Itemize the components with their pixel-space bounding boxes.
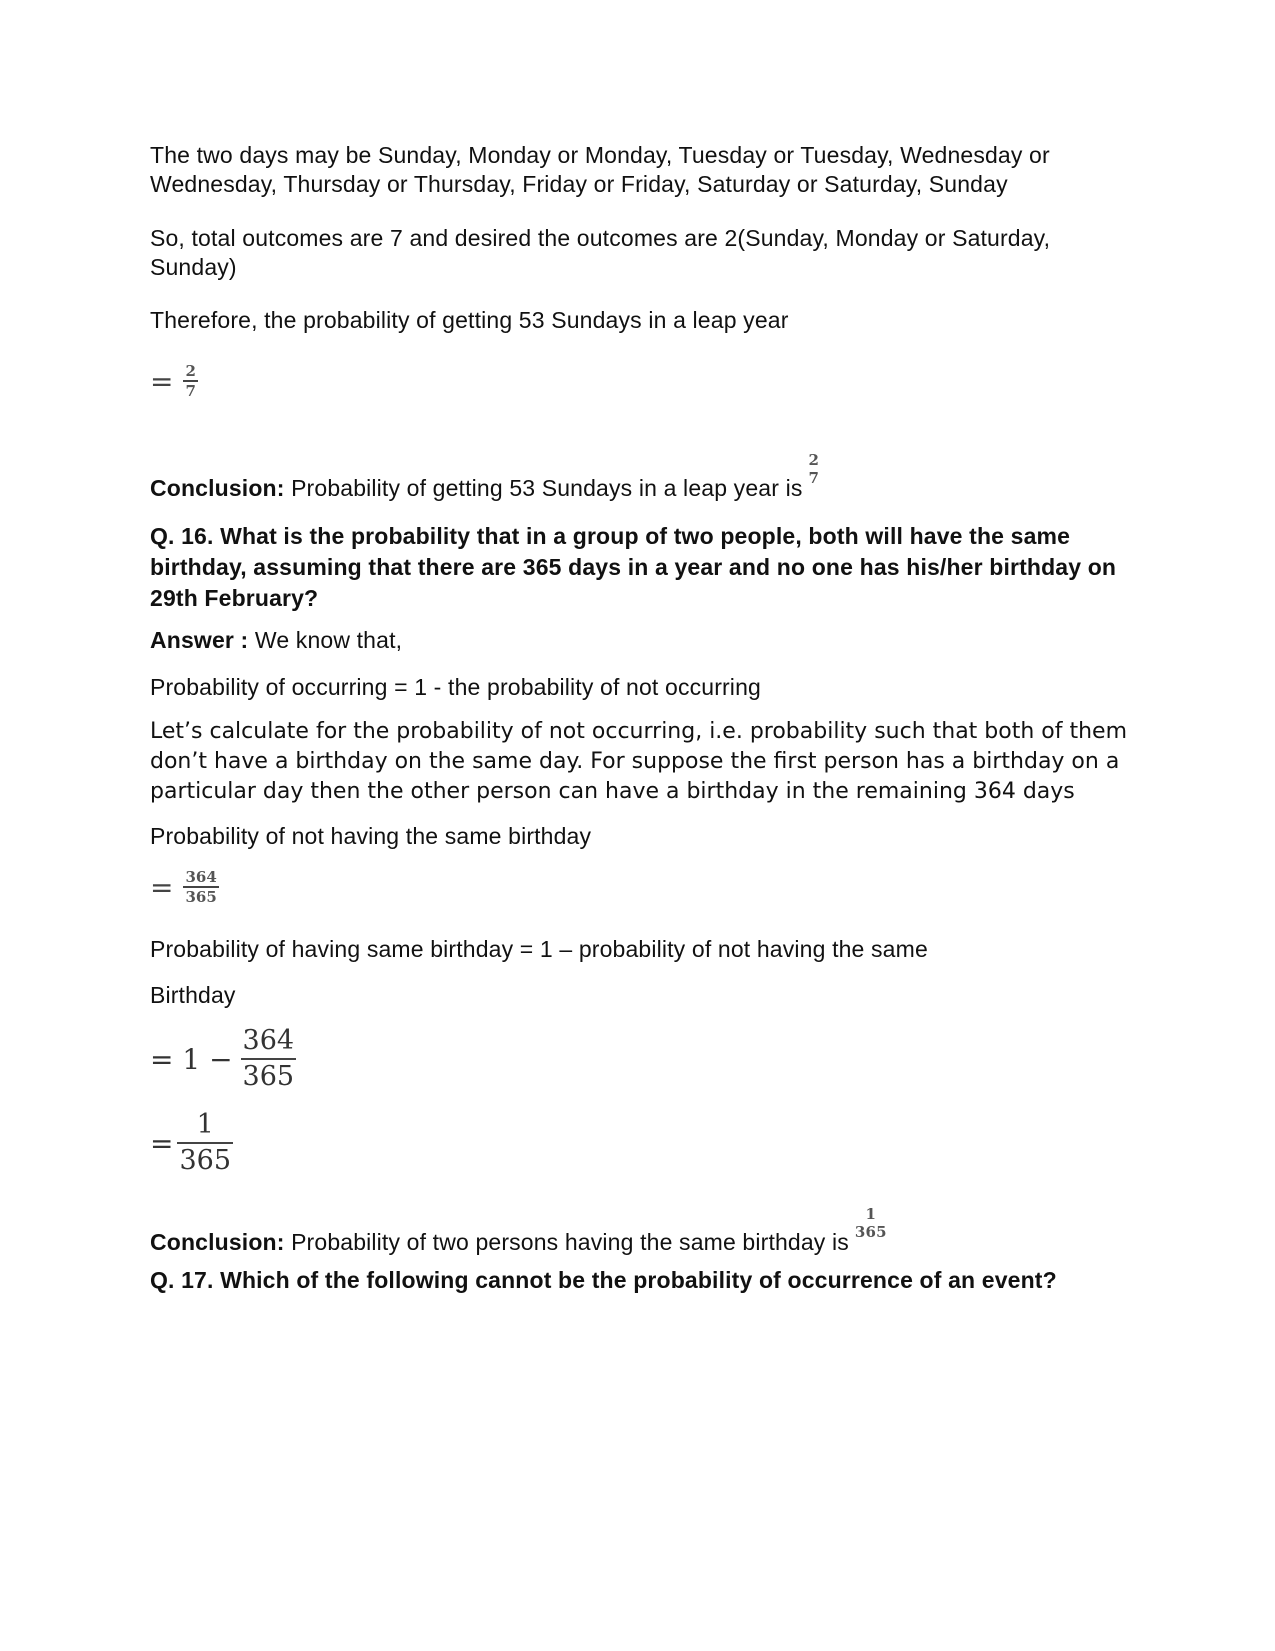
conclusion-label: Conclusion: <box>150 1229 285 1255</box>
equals-sign: = <box>150 870 174 904</box>
conclusion-birthday <box>150 1205 1130 1257</box>
fraction-numerator: 1 <box>865 1205 877 1223</box>
equation-one-minus <box>150 1024 296 1094</box>
fraction-numerator: 2 <box>185 362 196 380</box>
fraction <box>183 362 197 400</box>
question-17: Q. 17. Which of the following cannot be the probability of occurrence of an event? <box>150 1267 1057 1293</box>
answer-line <box>150 626 1130 655</box>
equals-sign: = <box>150 364 174 398</box>
fraction-numerator: 1 <box>196 1109 214 1140</box>
conclusion-sundays <box>150 451 1130 503</box>
equation-364-365 <box>150 868 219 906</box>
paragraph-therefore: Therefore, the probability of getting 53 Sundays in a leap year <box>150 307 789 333</box>
conclusion-fraction <box>855 1205 887 1241</box>
paragraph-not-same-birthday: Probability of not having the same birthday <box>150 823 592 849</box>
fraction <box>177 1108 233 1178</box>
fraction-numerator: 2 <box>808 451 820 469</box>
fraction <box>241 1024 297 1094</box>
fraction-numerator: 364 <box>242 1025 295 1056</box>
paragraph-probability-occurring: Probability of occurring = 1 - the probability of not occurring <box>150 674 761 700</box>
paragraph-birthday-word: Birthday <box>150 982 236 1008</box>
fraction-denominator: 365 <box>241 1058 297 1094</box>
fraction-denominator: 365 <box>185 888 217 906</box>
fraction-numerator: 364 <box>185 868 217 886</box>
equation-lhs: = 1 − <box>150 1042 233 1076</box>
answer-label: Answer : <box>150 627 249 653</box>
equation-two-sevenths <box>150 362 198 400</box>
answer-text: We know that, <box>248 627 403 653</box>
conclusion-text: Probability of two persons having the same birthday is <box>284 1229 849 1255</box>
fraction-denominator: 365 <box>177 1142 233 1178</box>
conclusion-text: Probability of getting 53 Sundays in a leap year is <box>284 475 803 501</box>
conclusion-fraction <box>808 451 819 487</box>
equation-one-over-365 <box>150 1108 233 1178</box>
fraction-denominator: 365 <box>854 1223 887 1241</box>
question-16: Q. 16. What is the probability that in a group of two people, both will have the same birthday, assuming that there are 365 days in a year and no one has his/her birthday on 29th February? <box>150 523 1117 611</box>
conclusion-label: Conclusion: <box>150 475 285 501</box>
paragraph-explanation: Let’s calculate for the probability of not occurring, i.e. probability such that both of them don’t have a birthday on the same day. For suppose the first person has a birthday on a particular day then the other person can have a birthday in the remaining 364 days <box>150 719 1128 804</box>
fraction-denominator: 7 <box>185 382 196 400</box>
paragraph-outcomes: So, total outcomes are 7 and desired the outcomes are 2(Sunday, Monday or Saturday, Sunday) <box>150 225 1051 280</box>
fraction <box>183 868 218 906</box>
equals-sign: = <box>150 1126 174 1160</box>
paragraph-days: The two days may be Sunday, Monday or Monday, Tuesday or Tuesday, Wednesday or Wednesday, Thursday or Thursday, Friday or Friday, Saturday or Saturday, Sunday <box>150 142 1050 197</box>
fraction-denominator: 7 <box>808 469 820 487</box>
paragraph-same-birthday: Probability of having same birthday = 1 – probability of not having the same <box>150 936 928 962</box>
